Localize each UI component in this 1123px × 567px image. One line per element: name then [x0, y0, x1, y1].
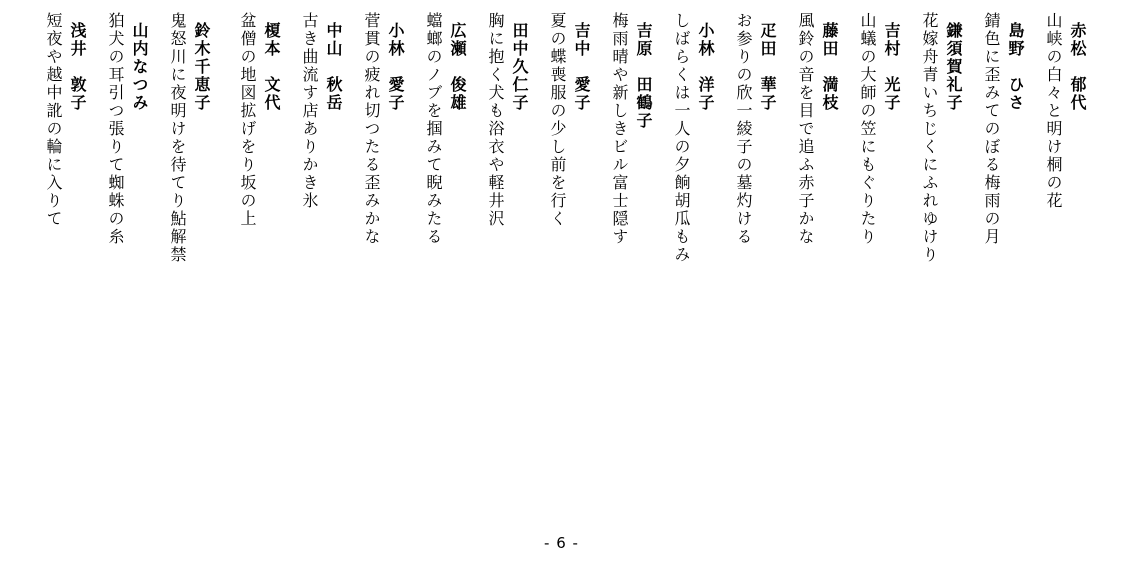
haiku-author: 吉村 光子 — [882, 22, 901, 112]
haiku-entry — [234, 0, 296, 520]
haiku-entry — [40, 0, 102, 520]
haiku-author: 藤田 満枝 — [820, 22, 839, 112]
haiku-entry — [358, 0, 420, 520]
haiku-entry — [854, 0, 916, 520]
haiku-entry — [1040, 0, 1102, 520]
haiku-author: 浅井 敦子 — [68, 22, 87, 112]
haiku-poem: お参りの欣一綾子の墓灼ける — [734, 12, 753, 246]
haiku-poem: 夏の蝶喪服の少し前を行く — [548, 12, 567, 228]
page-number: - 6 - — [544, 534, 579, 552]
haiku-author: 田中久仁子 — [510, 22, 529, 112]
haiku-entry — [978, 0, 1040, 520]
haiku-poem: 風鈴の音を目で追ふ赤子かな — [796, 12, 815, 246]
haiku-author: 鈴木千恵子 — [192, 22, 211, 112]
haiku-author: 小林 洋子 — [696, 22, 715, 112]
haiku-poem: 山蟻の大師の笠にもぐりたり — [858, 12, 877, 246]
haiku-author: 鎌須賀礼子 — [944, 22, 963, 112]
haiku-poem: 蟷螂のノブを掴みて睨みたる — [424, 12, 443, 246]
haiku-author: 吉原 田鶴子 — [634, 22, 653, 130]
haiku-poem: しばらくは一人の夕餉胡瓜もみ — [672, 12, 691, 264]
haiku-poem: 短夜や越中訛の輪に入りて — [44, 12, 63, 228]
haiku-author: 中山 秋岳 — [324, 22, 343, 112]
haiku-author: 島野 ひさ — [1006, 22, 1025, 112]
haiku-author: 疋田 華子 — [758, 22, 777, 112]
haiku-entry — [606, 0, 668, 520]
haiku-poem: 鬼怒川に夜明けを待てり鮎解禁 — [168, 12, 187, 264]
haiku-poem: 盆僧の地図拡げをり坂の上 — [238, 12, 257, 228]
haiku-author: 榎本 文代 — [262, 22, 281, 112]
haiku-entry — [482, 0, 544, 520]
haiku-author: 山内なつみ — [130, 22, 149, 112]
haiku-entry — [730, 0, 792, 520]
haiku-entry — [544, 0, 606, 520]
haiku-entry — [916, 0, 978, 520]
haiku-poem: 山峡の白々と明け桐の花 — [1044, 12, 1063, 210]
haiku-poem: 錆色に歪みてのぼる梅雨の月 — [982, 12, 1001, 246]
haiku-entry — [792, 0, 854, 520]
haiku-author: 赤松 郁代 — [1068, 22, 1087, 112]
haiku-poem: 胸に抱く犬も浴衣や軽井沢 — [486, 12, 505, 228]
haiku-entry — [164, 0, 226, 520]
haiku-poem: 花嫁舟青いちじくにふれゆけり — [920, 12, 939, 264]
haiku-poem: 菅貫の疲れ切つたる歪みかな — [362, 12, 381, 246]
haiku-poem: 狛犬の耳引つ張りて蜘蛛の糸 — [106, 12, 125, 246]
haiku-entry — [420, 0, 482, 520]
haiku-author: 小林 愛子 — [386, 22, 405, 112]
haiku-author: 広瀬 俊雄 — [448, 22, 467, 112]
haiku-poem: 梅雨晴や新しきビル富士隠す — [610, 12, 629, 246]
haiku-poem: 古き曲流す店ありかき氷 — [300, 12, 319, 210]
haiku-entry — [102, 0, 164, 520]
haiku-entry — [296, 0, 358, 520]
haiku-entry — [668, 0, 730, 520]
haiku-author: 吉中 愛子 — [572, 22, 591, 112]
